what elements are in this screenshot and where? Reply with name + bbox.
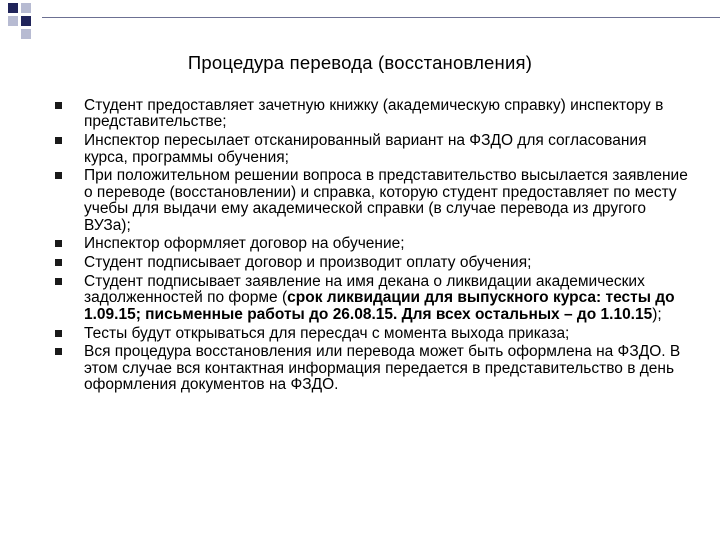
- bullet-item: [52, 133, 692, 166]
- decor-square: [8, 3, 18, 13]
- bullet-text: );: [652, 305, 662, 323]
- square-bullet-icon: [55, 102, 62, 109]
- decor-square: [21, 16, 31, 26]
- decor-square: [8, 16, 18, 26]
- bullet-item: [52, 326, 692, 342]
- bullet-text: Инспектор оформляет договор на обучение;: [84, 235, 405, 253]
- square-bullet-icon: [55, 348, 62, 355]
- bullet-item: [52, 236, 692, 252]
- bullet-item: [52, 168, 692, 234]
- square-bullet-icon: [55, 137, 62, 144]
- bullet-item: [52, 344, 692, 393]
- bullet-item: [52, 98, 692, 131]
- decor-line: [42, 17, 720, 18]
- bullet-text: Тесты будут открываться для пересдач с момента выхода приказа;: [84, 324, 570, 342]
- bullet-text-bold: срок ликвидации для выпускного курса: тесты до 1.09.15; письменные работы до 26.08.15. Для всех остальных – до 1.10.15: [84, 289, 675, 323]
- bullet-text: Студент подписывает договор и производит оплату обучения;: [84, 254, 532, 272]
- slide-decoration: [0, 0, 720, 60]
- square-bullet-icon: [55, 330, 62, 337]
- square-bullet-icon: [55, 172, 62, 179]
- square-bullet-icon: [55, 278, 62, 285]
- bullet-text: Студент предоставляет зачетную книжку (академическую справку) инспектору в представительстве;: [84, 97, 664, 131]
- decor-square: [21, 29, 31, 39]
- bullet-item: [52, 255, 692, 271]
- bullet-text: Инспектор пересылает отсканированный вариант на ФЗДО для согласования курса, программы обучения;: [84, 132, 647, 166]
- bullet-item: [52, 274, 692, 323]
- decor-square: [21, 3, 31, 13]
- bullet-text: Вся процедура восстановления или перевода может быть оформлена на ФЗДО. В этом случае вся контактная информация передается в представительство в день оформления документов на ФЗДО.: [84, 343, 681, 394]
- square-bullet-icon: [55, 240, 62, 247]
- square-bullet-icon: [55, 259, 62, 266]
- bullet-text: При положительном решении вопроса в представительство высылается заявление о переводе (восстановлении) и справка, которую студент предоставляет по месту учебы для выдачи ему академической справки (в случае перевода из другого ВУЗа);: [84, 167, 688, 234]
- bullet-list: [52, 98, 692, 396]
- bullet-text: Студент подписывает заявление на имя декана о ликвидации академических задолженностей по форме (: [84, 273, 645, 307]
- slide-title: Процедура перевода (восстановления): [187, 52, 533, 73]
